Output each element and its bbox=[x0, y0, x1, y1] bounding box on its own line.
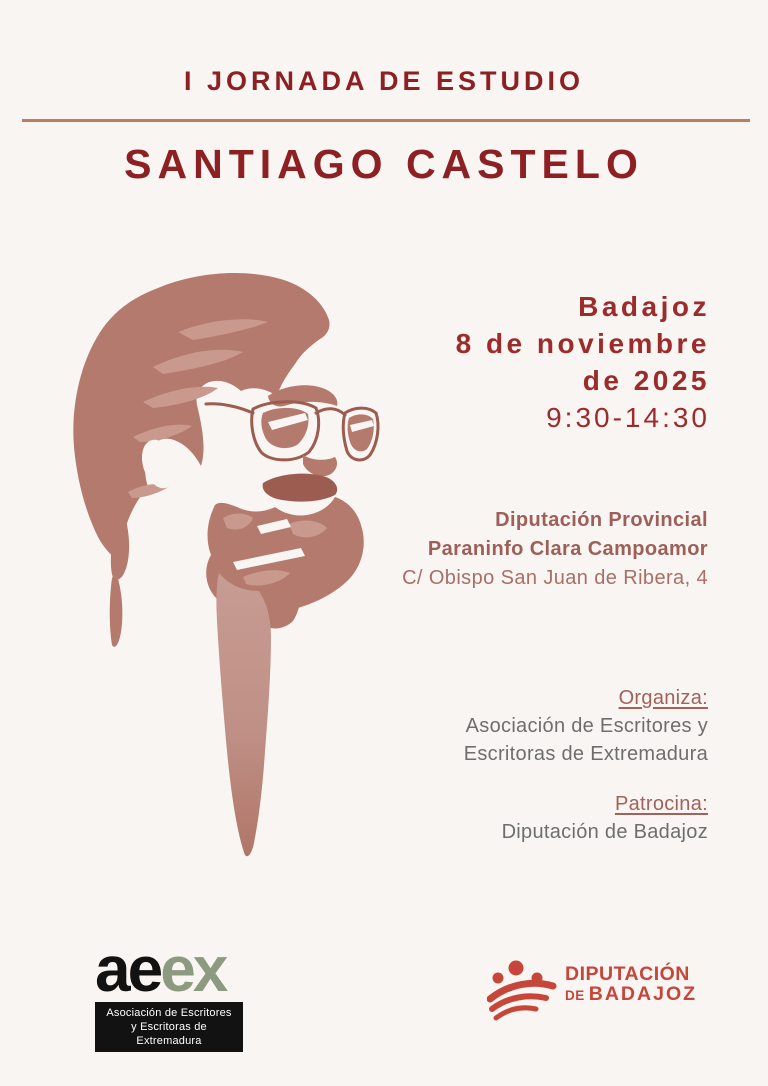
patrocina-label: Patrocina: bbox=[614, 793, 708, 815]
diputacion-line-2 bbox=[565, 984, 697, 1006]
diputacion-line-2-badajoz: BADAJOZ bbox=[588, 983, 698, 1005]
aeex-wordmark bbox=[95, 933, 243, 1005]
date-line-2: de 2025 bbox=[582, 365, 710, 396]
event-name-title: SANTIAGO CASTELO bbox=[124, 141, 644, 187]
patrocina-line-1: Diputación de Badajoz bbox=[501, 821, 708, 843]
aeex-tagline-line-1: Asociación de Escritores bbox=[106, 1007, 232, 1019]
aeex-wordmark-ae: ae bbox=[95, 933, 161, 1005]
venue-block bbox=[402, 506, 708, 593]
crown-dots-waves-icon bbox=[487, 952, 557, 1022]
venue-line-3: C/ Obispo San Juan de Ribera, 4 bbox=[402, 567, 708, 589]
organiza-label: Organiza: bbox=[618, 687, 708, 709]
diputacion-logo bbox=[487, 952, 697, 1022]
diputacion-name bbox=[565, 952, 697, 1006]
aeex-wordmark-ex: ex bbox=[160, 933, 226, 1005]
diputacion-line-1: DIPUTACIÓN bbox=[565, 963, 690, 985]
date-block bbox=[456, 288, 710, 436]
diputacion-line-2-de: DE bbox=[565, 988, 585, 1003]
organiza-line-1: Asociación de Escritores y bbox=[465, 715, 708, 737]
event-series-title: I JORNADA DE ESTUDIO bbox=[183, 66, 585, 96]
venue-line-2: Paraninfo Clara Campoamor bbox=[427, 538, 708, 560]
venue-line-1: Diputación Provincial bbox=[495, 509, 708, 531]
title-divider bbox=[22, 119, 750, 122]
time-line: 9:30-14:30 bbox=[546, 402, 710, 433]
organiza-line-2: Escritoras de Extremadura bbox=[463, 743, 708, 765]
patrocina-section bbox=[502, 790, 708, 846]
date-line-1: 8 de noviembre bbox=[455, 328, 710, 359]
aeex-tagline-bar bbox=[95, 1002, 243, 1052]
city-line: Badajoz bbox=[578, 291, 710, 322]
organiza-section bbox=[464, 684, 708, 768]
portrait-illustration bbox=[58, 272, 403, 882]
aeex-logo bbox=[95, 933, 243, 1052]
aeex-tagline-line-2: y Escritoras de Extremadura bbox=[131, 1021, 207, 1047]
